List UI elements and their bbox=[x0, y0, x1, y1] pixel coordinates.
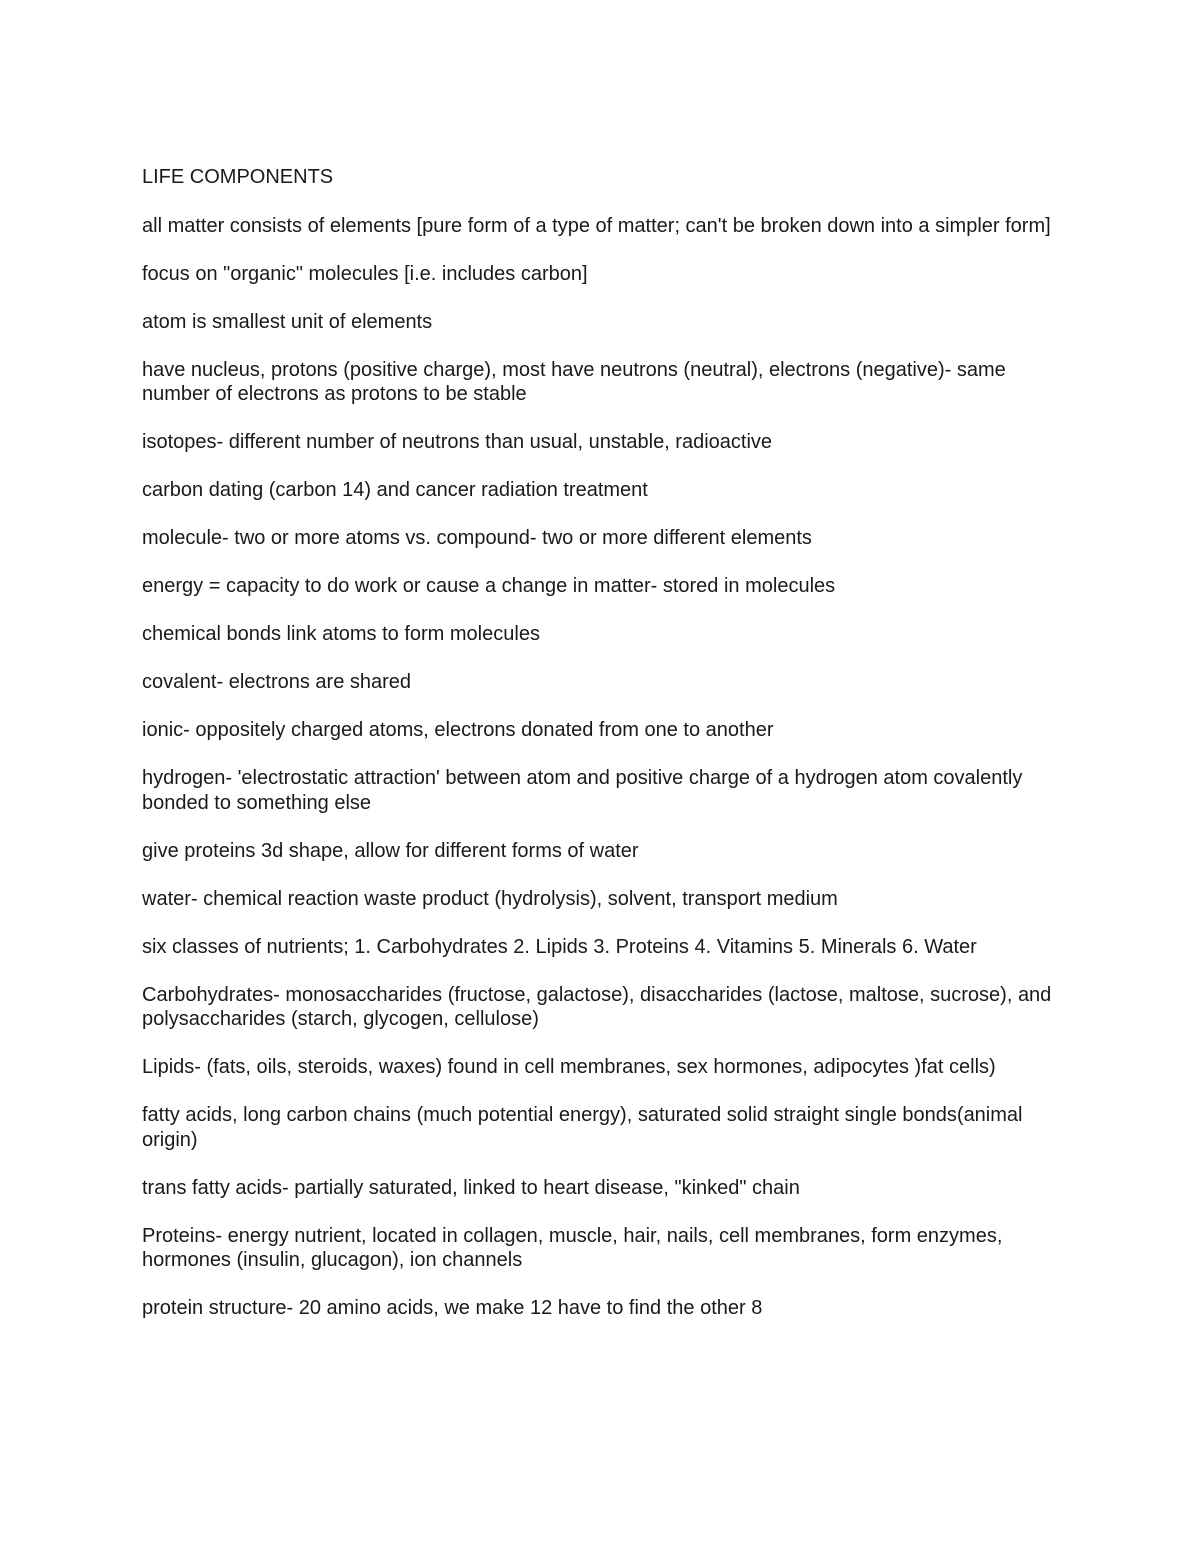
paragraph-carbohydrates: Carbohydrates- monosaccharides (fructose, galactose), disaccharides (lactose, maltose, sucrose), and polysaccharides (starch, glycogen, cellulose) bbox=[142, 983, 1052, 1030]
paragraph-nutrient-classes: six classes of nutrients; 1. Carbohydrates 2. Lipids 3. Proteins 4. Vitamins 5. Minerals 6. Water bbox=[142, 935, 977, 958]
paragraph-nucleus: have nucleus, protons (positive charge), most have neutrons (neutral), electrons (negative)- same number of electrons as protons to be stable bbox=[142, 358, 1006, 405]
paragraph-covalent: covalent- electrons are shared bbox=[142, 671, 412, 693]
paragraph-atom: atom is smallest unit of elements bbox=[142, 310, 433, 333]
paragraph-isotopes: isotopes- different number of neutrons than usual, unstable, radioactive bbox=[142, 431, 773, 453]
paragraph-energy: energy = capacity to do work or cause a change in matter- stored in molecules bbox=[142, 575, 836, 597]
paragraph-proteins: Proteins- energy nutrient, located in collagen, muscle, hair, nails, cell membranes, form enzymes, hormones (insulin, glucagon), ion channels bbox=[142, 1224, 1003, 1271]
paragraph-lipids: Lipids- (fats, oils, steroids, waxes) found in cell membranes, sex hormones, adipocytes )fat cells) bbox=[142, 1056, 996, 1078]
document-title: LIFE COMPONENTS bbox=[142, 166, 334, 188]
paragraph-water: water- chemical reaction waste product (hydrolysis), solvent, transport medium bbox=[142, 887, 838, 910]
paragraph-organic-molecules: focus on "organic" molecules [i.e. includes carbon] bbox=[142, 262, 588, 285]
paragraph-hydrogen: hydrogen- 'electrostatic attraction' between atom and positive charge of a hydrogen atom covalently bonded to something else bbox=[142, 767, 1023, 814]
paragraph-molecule: molecule- two or more atoms vs. compound- two or more different elements bbox=[142, 527, 812, 549]
paragraph-chemical-bonds: chemical bonds link atoms to form molecules bbox=[142, 623, 540, 645]
paragraph-fatty-acids: fatty acids, long carbon chains (much potential energy), saturated solid straight single bonds(animal origin) bbox=[142, 1104, 1023, 1151]
paragraph-elements: all matter consists of elements [pure form of a type of matter; can't be broken down into a simpler form] bbox=[142, 214, 1051, 237]
paragraph-carbon-dating: carbon dating (carbon 14) and cancer radiation treatment bbox=[142, 479, 648, 501]
paragraph-trans-fatty-acids: trans fatty acids- partially saturated, linked to heart disease, "kinked" chain bbox=[142, 1176, 800, 1199]
document-body bbox=[142, 165, 1062, 1344]
paragraph-protein-shape: give proteins 3d shape, allow for different forms of water bbox=[142, 839, 639, 862]
paragraph-ionic: ionic- oppositely charged atoms, electrons donated from one to another bbox=[142, 719, 774, 741]
paragraph-protein-structure: protein structure- 20 amino acids, we make 12 have to find the other 8 bbox=[142, 1297, 763, 1319]
